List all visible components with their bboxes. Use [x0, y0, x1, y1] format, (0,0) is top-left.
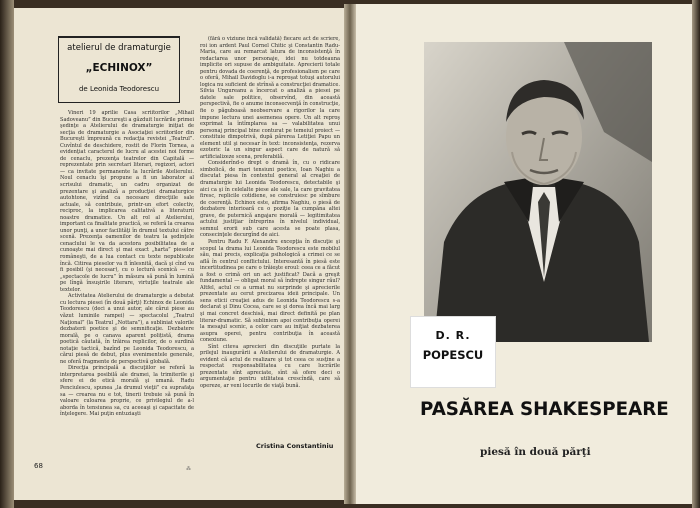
- paragraph: Direcţia principală a discuţiilor se referă la interpretarea posibilă ale dramei, la trimiterile şi sfere ei de etică morală şi umană. Radu Penciulescu, spunea „la drumul vieţii” cu suprafaţa sa — crearea nu e tot, tinerii trebuie să pună în valoare culoarea proprie, ce privilegiul de a-l aborda în tensiunea sa, cu aceeaşi şi capacitate de înţelegere. Mai puţin entuziaşti: [60, 365, 194, 418]
- paragraph: Considerînd-o drept o dramă în, cu o ridicare simbolică, de mari tensiuni poetice, Ioan Naghiu a discutat piesa în contextul general al creaţiei de dramaturgie lui Leonida Teodorescu, detectabile şi aici ca şi în celelalte piese ale sale, la care gravitatea firesc, replicile cotidiene, se construiesc pe sîmbure de coerenţă. Echinox este, afirma Naghiu, o piesă de dezbatere interioară cu o poziţie la cumpăna altei grave, de puternică angajare morală — legitimitatea actului justiţiar întreprins în nivelul individual, semnul erorii sub care acesta se poate plasa, consecinţele decurgînd de aici.: [200, 160, 340, 239]
- author-surname: POPESCU: [422, 348, 484, 362]
- paragraph: Sînt citeva aprecieri din discuţiile purtate la prilejul inaugurării a Atelierului de dramaturgie. A evident că actul de realizare şi tot ceea ce susţine a respectat responsabilitatea cu care lucrările prezentate sînt apreciate, sînt să ofere deci o argumentaţie pentru utilitatea crescîndă, care să opereze, ar veni locurile de viaţă bună.: [200, 343, 340, 389]
- article-column-a: [60, 110, 194, 450]
- author-name-box: [410, 316, 496, 388]
- book-gutter: [344, 4, 356, 504]
- play-subtitle: piesă în două părţi: [480, 446, 591, 458]
- book-edge-right: [692, 0, 700, 508]
- paragraph: Pentru Radu F. Alexandru excepţia în discuţie şi scopul la drama lui Leonida Teodorescu este mobilul său, mai precis, explicaţia psihologică a crimei ce se află în centrul conflictului. Interesantă în piesă este incertitudinea pe care o trăieşte eroul: ceea ce a făcut a fost o crimă ori un act justificat? Dacă a greşit fundamental — obligat moral să îndrepte singur răul? Altfel, actul ce a urmat nu surprinde şi aprecierile prezentate au cerut precizarea ideii principale. Un sens eticii creaţiei adus de Leonida Teodorescu s-a declarat şi Dinu Cocea, care se şi dorea încă mai larg şi mai concret deschisă, mai direct definită pe plan literar-dramatic. Să subliniem apoi contribuţia operei la mesajul scenic, a celor care au iniţiat dezbaterea asupra operei, pentru contribuţia în această conexiune.: [200, 238, 340, 344]
- page-number: 68: [34, 462, 43, 470]
- author-photo: [424, 42, 652, 342]
- footer-mark: ⁂: [186, 466, 191, 472]
- book-edge-left: [0, 0, 14, 508]
- paragraph: Activitatea Atelierului de dramaturgie a debutat cu lectura piesei (în două părţi) Echinox de Leonida Teodorescu (deci a unui autor, ale cărui piese au văzut luminile rampei) — spectacolul „Teatrul Naţional” (la Teatrul „Nottara”), a subliniat valorile dezbaterii poetice şi de semnificaţie. Dezbatere morală, pe o canava aparent polițistă, drama poetică căutată, în trăirea replicilor, de o surdină notaţie tactică, bazînd pe Leonida Teodorescu, a cărui piesă de debut, plus evenimentele generale, ne oferă fragmente de perspectivă globală.: [60, 293, 194, 365]
- article-header: [58, 36, 180, 103]
- article-signature: Cristina Constantiniu: [256, 442, 334, 450]
- paragraph: (fără o viziune încă validată) fiecare act de scriere, roi ion ardent Paul Cornel Chitic şi Constantin Radu-Maria, care au remarcat latura de inconsistenţă în redactarea unor personaje, idei nu totdeauna implicite ori supuse de ambiguitate. Aprecierii totale pentru dovada de coerenţă, de profesionalism pe care o oferă, Mihail Davidoglu i-a reproşat totuşi autorului logica nu suficient de strînsă a construcţiei dramatice. Silvia Ungureanu a încercat o analiză a piesei pe datele sale politice, observînd, din această perspectivă, fie o anume inconsecvenţă în construcţie, fie o păguboasă neobservare a rigorilor la care impune lectura unei asemenea opere. Un alt reproş exprimat la întîmplarea sa — valabilitatea unui personaj principal bine conturat pe temeiul proiect — constituie dimpotrivă, după părerea Letiţiei Papu un element util şi necesar în text: inconsistenţa, rezerva ezoteric la un singur aspect care de natură să artificializeze scena, preferabilă.: [200, 36, 340, 160]
- header-kicker: atelierul de dramaturgie: [67, 43, 171, 53]
- header-author: de Leonida Teodorescu: [78, 85, 160, 93]
- header-title: „ECHINOX”: [85, 62, 153, 74]
- article-column-b: [200, 36, 340, 450]
- play-title: PASĂREA SHAKESPEARE: [420, 398, 669, 420]
- paragraph: Vineri 19 aprilie Casa scriitorilor „Mihail Sadoveanu” din Bucureşti a găzduit lucrările primei şedinţe a Atelierului de dramaturgie iniţiat de secţia de dramaturgie a Asociaţiei scriitorilor din Bucureşti împreună cu redacţia revistei „Teatrul”. Cuvîntul de deschidere, rostit de Florin Tornea, a evidenţiat caracterul de lucru al acestei noi forme de cenaclu, prezenţa teatrelor din Capitală — reprezentate prin secretari literari, regizori, actori — ca invitate permanente la lucrările Atelierului. Noul cenaclu îşi propune a fi un laborator al scrisului dramatic, un cadru organizat de prezentare şi analiză a producţiei dramaturgice autohtone, vizînd ca necesare direcţiile sale actuale, să contribuie, printr-un efort colectiv, reciproc, la implicarea calitativă a literaturii noastre dramatice. Un alt rol al Atelierului, important ca finalitate practică, se referă la crearea unor punţi, a unor facilităţi în drumul textului către scenă. Prezenţa oamenilor de teatru la şedinţele cenaclului le va da acestora posibilitatea de a cunoaşte mai direct şi mai exact „harta” pieselor româneşti, de a lua contact cu texte nepublicate încă. Citirea pieselor va fi înlesnită, dacă şi cînd va fi posibil (şi necesar), cu o lectură scenică — cu „spectacole de lucru” în măsura să pună în lumină pe lîngă însuşirile literare, virtuţile teatrale ale textelor.: [60, 110, 194, 293]
- author-initials: D. R.: [435, 329, 471, 342]
- portrait-illustration: [424, 42, 652, 342]
